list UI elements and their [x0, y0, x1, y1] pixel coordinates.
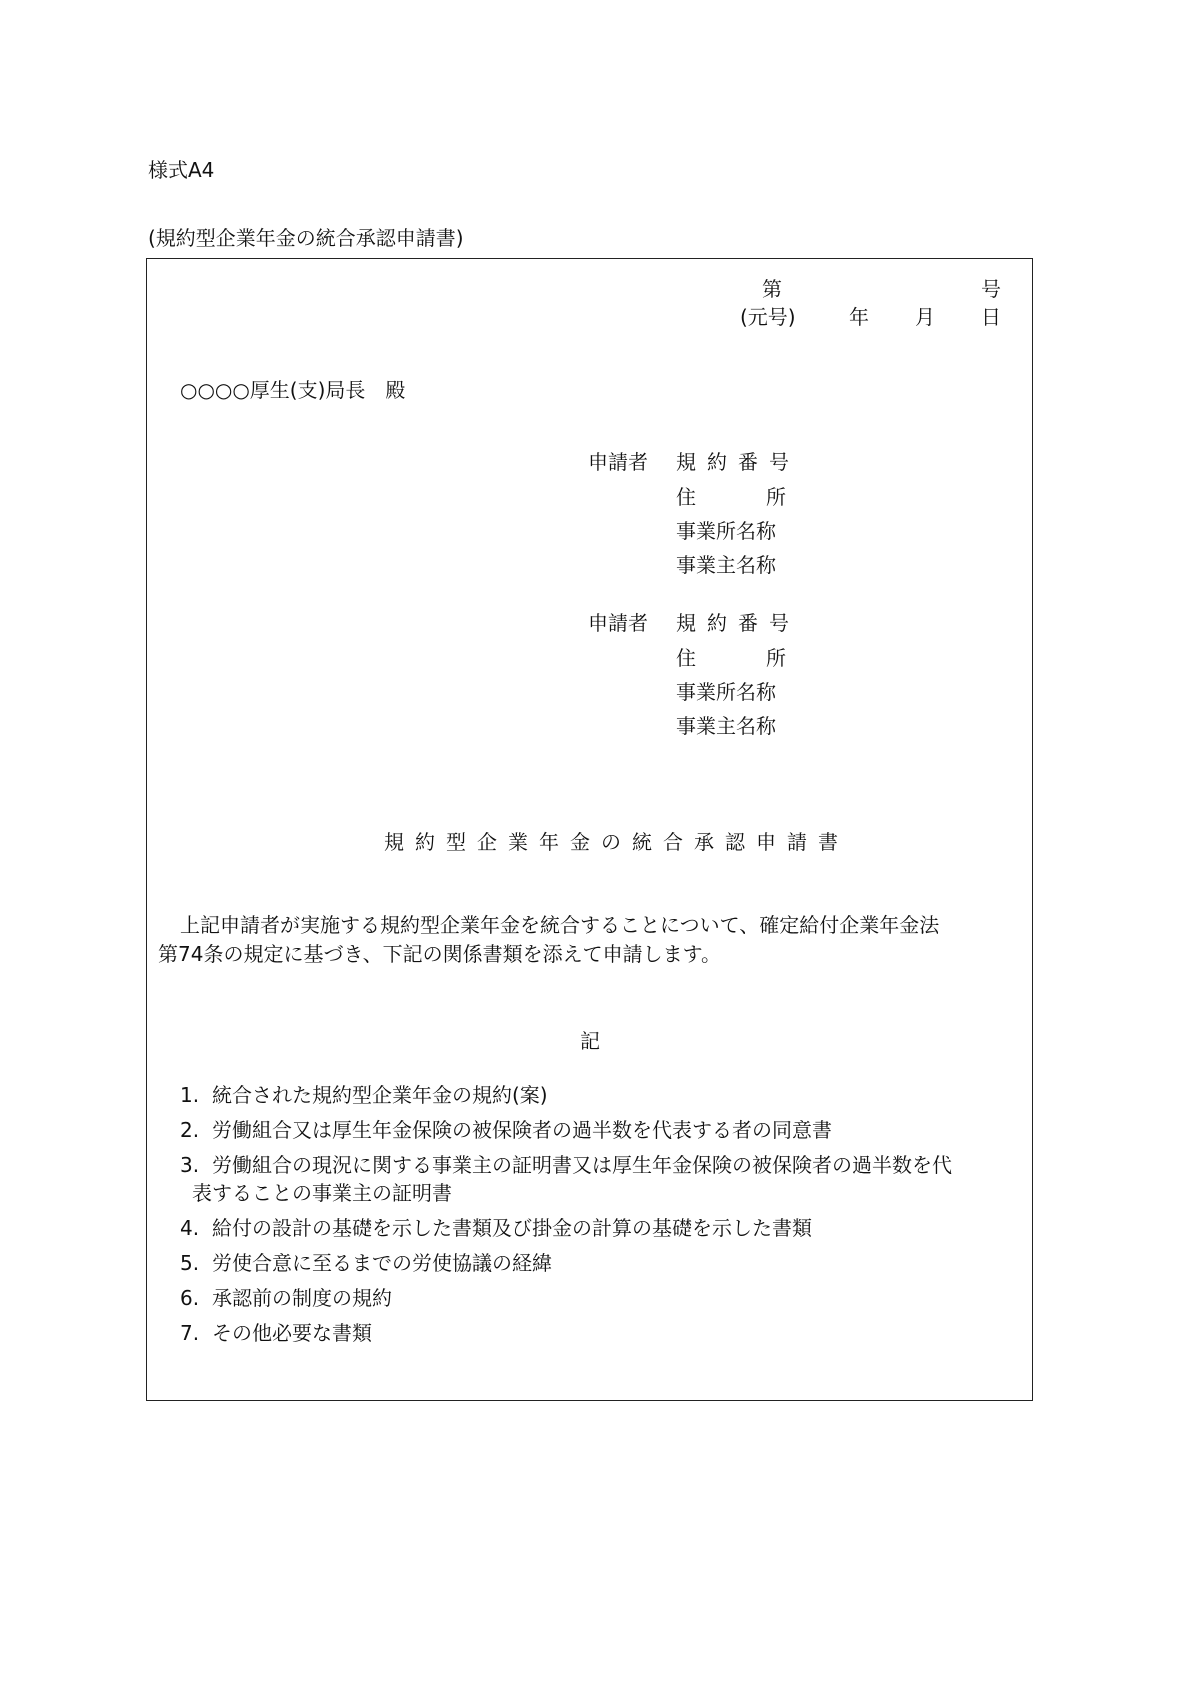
document-number-suffix: 号 — [981, 277, 1001, 301]
attachment-list — [180, 1081, 1030, 1354]
list-item-text-wrap — [180, 1151, 1030, 1207]
list-item — [180, 1081, 1030, 1109]
address-label-text: 住所 — [676, 485, 856, 509]
date-year: 年 — [849, 305, 869, 329]
date-era: (元号) — [740, 305, 796, 329]
list-item-number: 3. — [180, 1153, 200, 1177]
document-number-prefix: 第 — [762, 277, 782, 301]
list-item — [180, 1116, 1030, 1144]
body-line-2: 第74条の規定に基づき、下記の関係書類を添えて申請します。 — [158, 942, 722, 966]
applicant-2-address-label — [676, 642, 856, 671]
list-item-number: 5. — [180, 1251, 200, 1275]
list-item-text-continuation: 表することの事業主の証明書 — [192, 1181, 452, 1205]
applicant-1-employer-name-label: 事業主名称 — [676, 553, 776, 577]
list-item-number: 1. — [180, 1083, 200, 1107]
list-item-number: 6. — [180, 1286, 200, 1310]
list-item-text: 承認前の制度の規約 — [212, 1286, 392, 1310]
list-item — [180, 1151, 1030, 1207]
date-month: 月 — [915, 305, 935, 329]
addressee: ○○○○厚生(支)局長 殿 — [180, 378, 406, 402]
list-item-number: 4. — [180, 1216, 200, 1240]
applicant-2-employer-name-label: 事業主名称 — [676, 714, 776, 738]
list-item-text: 統合された規約型企業年金の規約(案) — [212, 1083, 548, 1107]
applicant-2-contract-number-label: 規約番号 — [676, 611, 800, 635]
list-item-text: 労働組合又は厚生年金保険の被保険者の過半数を代表する者の同意書 — [212, 1118, 832, 1142]
applicant-2-office-name-label: 事業所名称 — [676, 680, 776, 704]
list-item-number: 2. — [180, 1118, 200, 1142]
document-title: 規約型企業年金の統合承認申請書 — [384, 830, 849, 854]
address-label-text: 住所 — [676, 646, 856, 670]
applicant-1-office-name-label: 事業所名称 — [676, 519, 776, 543]
body-line-1: 上記申請者が実施する規約型企業年金を統合することについて、確定給付企業年金法 — [180, 913, 940, 937]
list-item — [180, 1284, 1030, 1312]
list-item-text: 給付の設計の基礎を示した書類及び掛金の計算の基礎を示した書類 — [212, 1216, 812, 1240]
list-item — [180, 1319, 1030, 1347]
list-item — [180, 1249, 1030, 1277]
body-paragraph — [158, 911, 1028, 969]
list-item-text: その他必要な書類 — [212, 1321, 372, 1345]
applicant-1-contract-number-label: 規約番号 — [676, 450, 800, 474]
list-item-number: 7. — [180, 1321, 200, 1345]
form-code: 様式A4 — [148, 158, 215, 182]
form-subtitle: (規約型企業年金の統合承認申請書) — [148, 226, 464, 250]
date-day: 日 — [981, 305, 1001, 329]
applicant-1-role: 申請者 — [588, 450, 648, 474]
applicant-1-address-label — [676, 481, 856, 510]
applicant-2-role: 申請者 — [588, 611, 648, 635]
list-item-text: 労使合意に至るまでの労使協議の経緯 — [212, 1251, 552, 1275]
note-mark: 記 — [580, 1029, 600, 1053]
list-item-text: 労働組合の現況に関する事業主の証明書又は厚生年金保険の被保険者の過半数を代 — [212, 1153, 952, 1177]
list-item — [180, 1214, 1030, 1242]
